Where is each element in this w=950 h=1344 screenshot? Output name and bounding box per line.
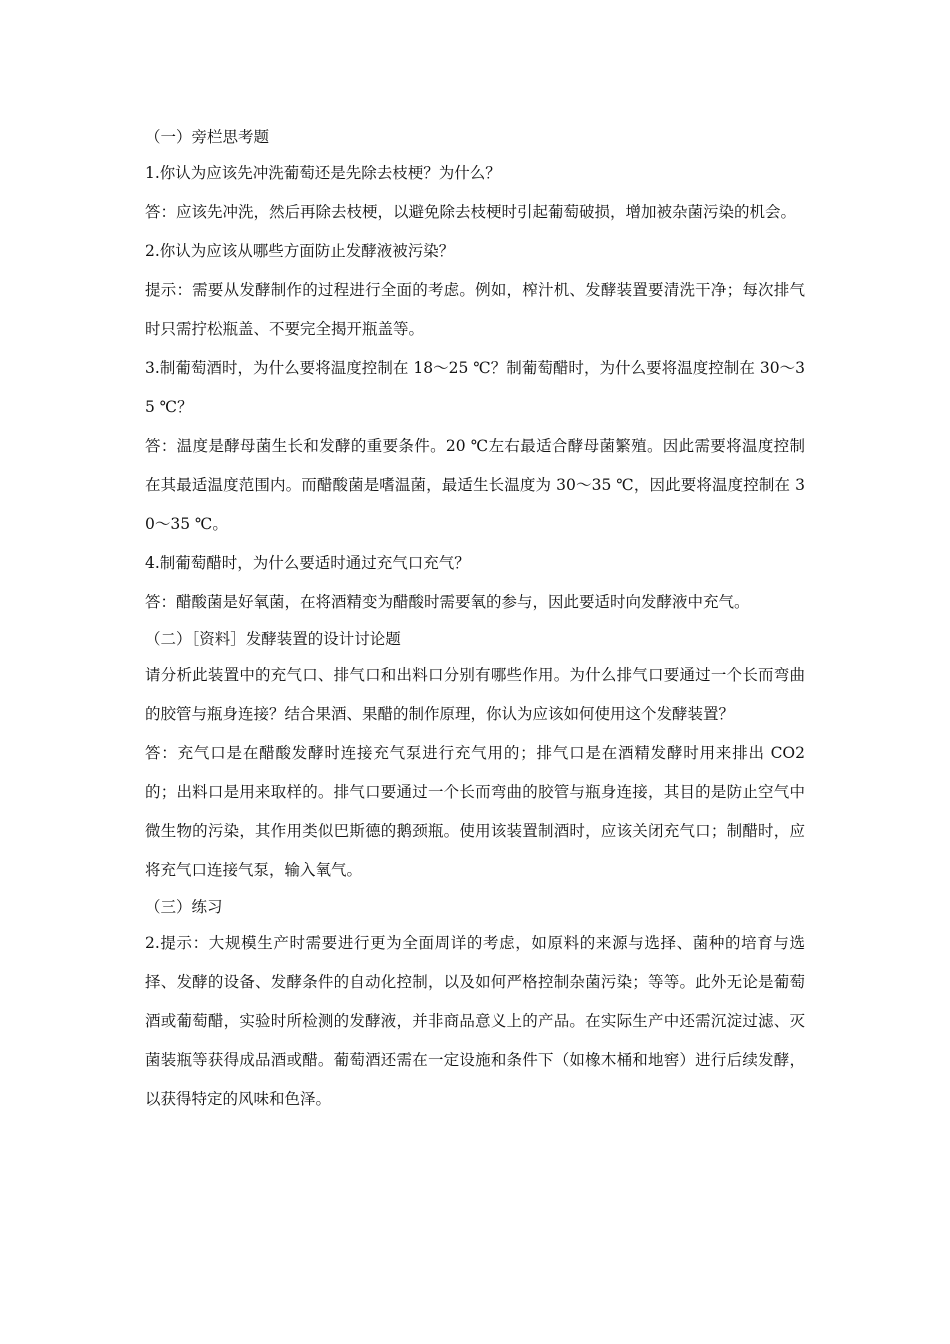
answer-2: 提示：需要从发酵制作的过程进行全面的考虑。例如，榨汁机、发酵装置要清洗干净；每次排气时只需拧松瓶盖、不要完全揭开瓶盖等。 [145, 281, 805, 338]
answer-3: 答：温度是酵母菌生长和发酵的重要条件。20 ℃左右最适合酵母菌繁殖。因此需要将温度控制在其最适温度范围内。而醋酸菌是嗜温菌，最适生长温度为 30～35 ℃，因此要将温度控制在 30～35 ℃。 [145, 437, 805, 533]
question-3: 3.制葡萄酒时，为什么要将温度控制在 18～25 ℃？制葡萄醋时，为什么要将温度控制在 30～35 ℃？ [145, 359, 805, 416]
discussion-question: 请分析此装置中的充气口、排气口和出料口分别有哪些作用。为什么排气口要通过一个长而弯曲的胶管与瓶身连接？结合果酒、果醋的制作原理，你认为应该如何使用这个发酵装置？ [145, 666, 805, 723]
answer-4: 答：醋酸菌是好氧菌，在将酒精变为醋酸时需要氧的参与，因此要适时向发酵液中充气。 [145, 593, 750, 611]
question-2: 2.你认为应该从哪些方面防止发酵液被污染？ [145, 242, 455, 260]
exercise-answer: 2.提示：大规模生产时需要进行更为全面周详的考虑，如原料的来源与选择、菌种的培育与选择、发酵的设备、发酵条件的自动化控制，以及如何严格控制杂菌污染；等等。此外无论是葡萄酒或葡萄醋，实验时所检测的发酵液，并非商品意义上的产品。在实际生产中还需沉淀过滤、灭菌装瓶等获得成品酒或醋。葡萄酒还需在一定设施和条件下（如橡木桶和地窖）进行后续发酵，以获得特定的风味和色泽。 [145, 934, 805, 1108]
document-page [145, 120, 805, 1119]
section-heading-exercise: （三）练习 [145, 898, 223, 916]
question-4: 4.制葡萄醋时，为什么要适时通过充气口充气？ [145, 554, 470, 572]
section-heading-design-discussion: （二）［资料］发酵装置的设计讨论题 [145, 630, 401, 648]
answer-1: 答：应该先冲洗，然后再除去枝梗，以避免除去枝梗时引起葡萄破损，增加被杂菌污染的机会。 [145, 203, 797, 221]
discussion-answer: 答：充气口是在醋酸发酵时连接充气泵进行充气用的；排气口是在酒精发酵时用来排出 CO2 的；出料口是用来取样的。排气口要通过一个长而弯曲的胶管与瓶身连接，其目的是防止空气中微生物的污染，其作用类似巴斯德的鹅颈瓶。使用该装置制酒时，应该关闭充气口；制醋时，应将充气口连接气泵，输入氧气。 [145, 744, 805, 879]
section-heading-sidebar-questions: （一）旁栏思考题 [145, 128, 270, 146]
question-1: 1.你认为应该先冲洗葡萄还是先除去枝梗？为什么？ [145, 164, 501, 182]
